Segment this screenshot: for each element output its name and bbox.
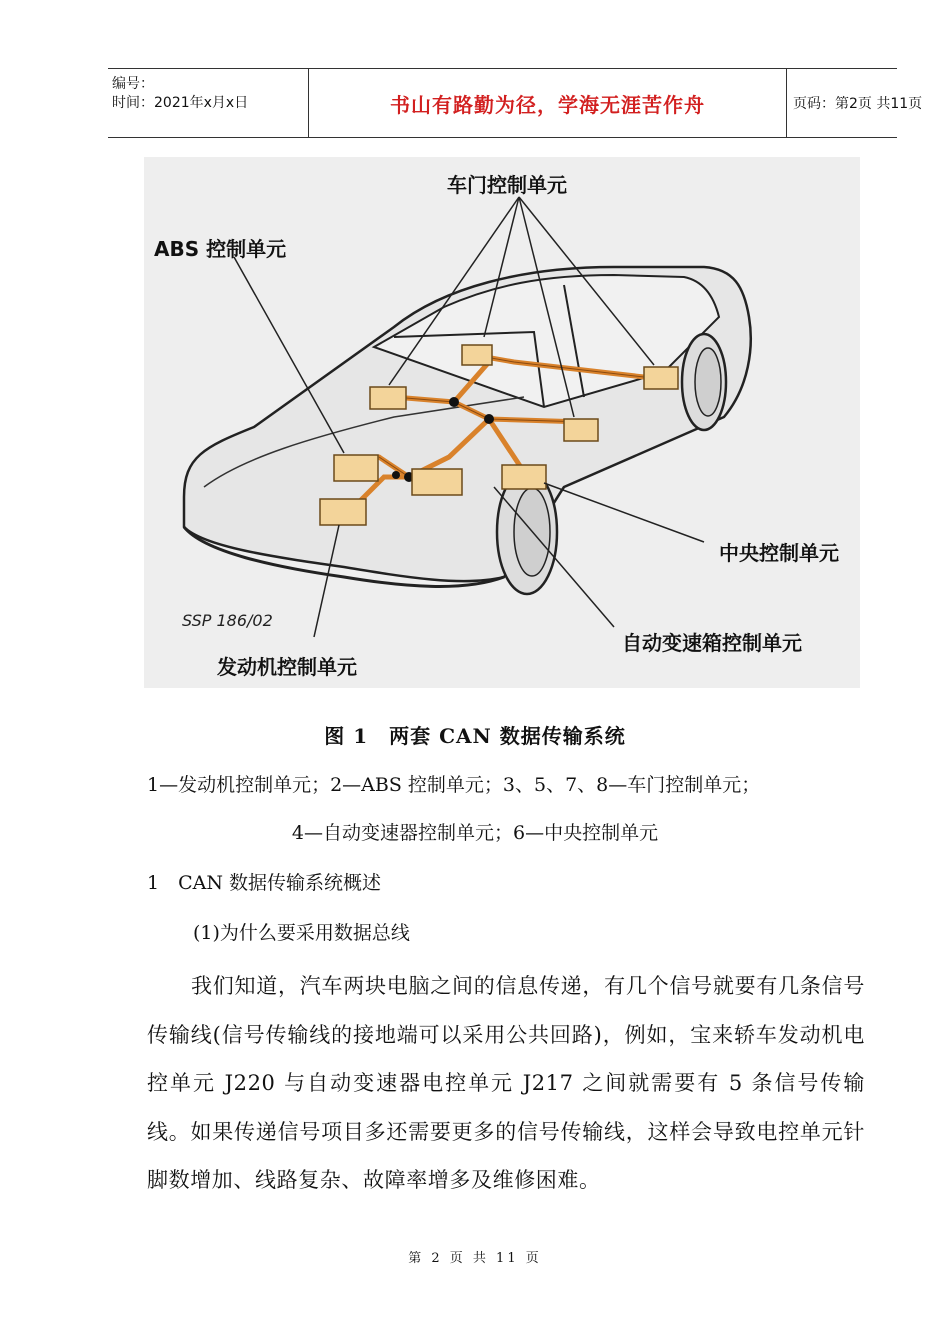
label-door-control-unit: 车门控制单元 — [447, 173, 567, 197]
label-abs-control-unit: ABS 控制单元 — [154, 237, 287, 261]
header-page-cell — [787, 69, 923, 137]
header-page-label: 页码：第2页 共11页 — [793, 96, 923, 112]
figure-legend-line-2: 4—自动变速器控制单元；6—中央控制单元 — [291, 822, 659, 844]
header-left-cell — [108, 69, 309, 137]
section-title: 1 CAN 数据传输系统概述 — [147, 872, 382, 894]
label-central-control-unit: 中央控制单元 — [719, 541, 839, 565]
label-engine-control-unit: 发动机控制单元 — [217, 655, 357, 679]
figure-legend-line-1: 1—发动机控制单元；2—ABS 控制单元；3、5、7、8—车门控制单元； — [147, 774, 761, 796]
subsection-title: (1)为什么要采用数据总线 — [193, 922, 410, 944]
body-paragraph: 我们知道，汽车两块电脑之间的信息传递，有几个信号就要有几条信号传输线(信号传输线的接地端可以采用公共回路)，例如，宝来轿车发动机电控单元 J220 与自动变速器电控单元 J217 之间就需要有 5 条信号传输线。如果传递信号项目多还需要更多的信号传输线，这样会导致电控单元针脚数增加、线路复杂、故障率增多及维修困难。 — [147, 974, 865, 1193]
car-can-diagram — [144, 157, 860, 688]
figure-code: SSP 186/02 — [182, 611, 273, 630]
page-header — [108, 68, 923, 138]
document-code-label: 编号： — [112, 76, 154, 92]
document-time-label: 时间：2021年x月x日 — [112, 95, 249, 111]
header-motto-cell — [309, 69, 787, 137]
figure-caption: 图 1 两套 CAN 数据传输系统 — [324, 724, 626, 748]
page-footer: 第 2 页 共 11 页 — [408, 1251, 542, 1266]
label-gearbox-control-unit: 自动变速箱控制单元 — [622, 631, 802, 655]
header-motto: 书山有路勤为径，学海无涯苦作舟 — [390, 92, 705, 117]
